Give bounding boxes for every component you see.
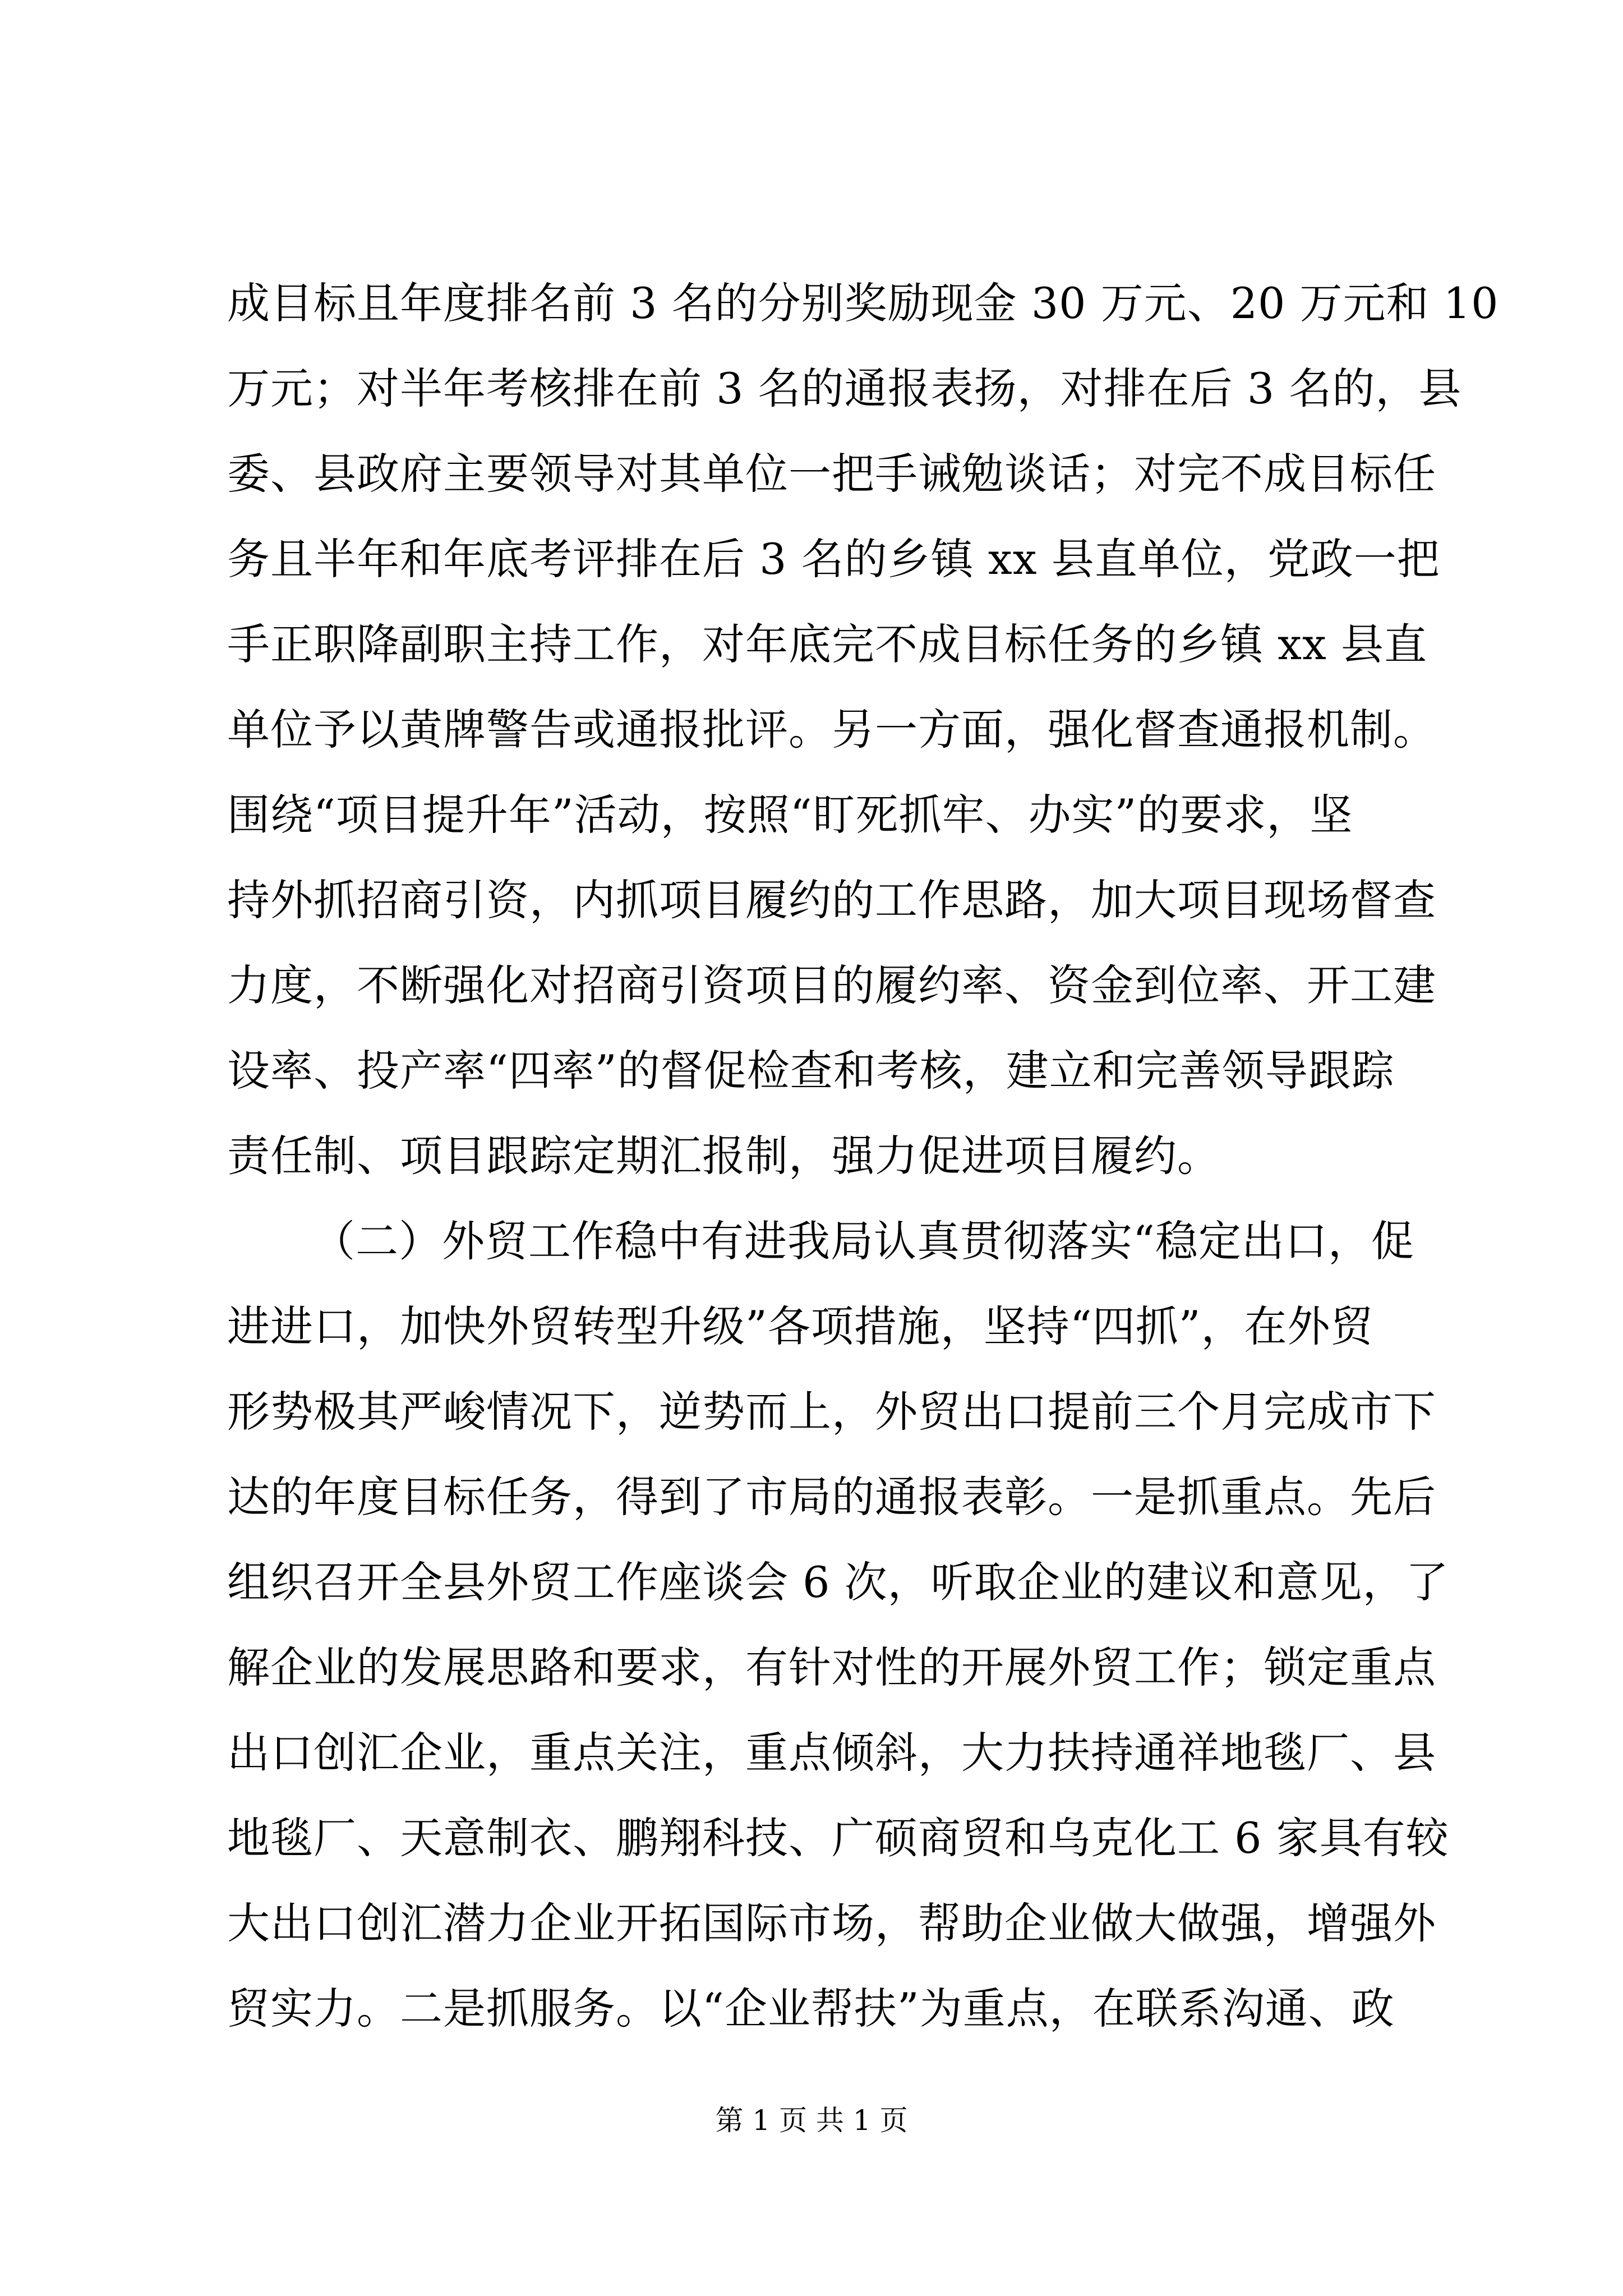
text-line: 持外抓招商引资，内抓项目履约的工作思路，加大项目现场督查 [227,875,1436,925]
text-line: 手正职降副职主持工作，对年底完不成目标任务的乡镇 xx 县直 [227,619,1428,669]
paragraph-2 [227,1199,1449,2051]
text-line: 达的年度目标任务，得到了市局的通报表彰。一是抓重点。先后 [227,1472,1436,1522]
document-body [227,261,1499,2051]
page-footer [0,2101,1623,2140]
page-number-label: 第 1 页 共 1 页 [715,2104,908,2137]
text-line: 务且半年和年底考评排在后 3 名的乡镇 xx 县直单位，党政一把 [227,534,1440,584]
text-line: 责任制、项目跟踪定期汇报制，强力促进项目履约。 [227,1131,1220,1181]
text-line: 进进口，加快外贸转型升级”各项措施，坚持“四抓”，在外贸 [227,1301,1374,1351]
text-line: 形势极其严峻情况下，逆势而上，外贸出口提前三个月完成市下 [227,1387,1436,1437]
text-line: 贸实力。二是抓服务。以“企业帮扶”为重点，在联系沟通、政 [227,1984,1395,2033]
text-line: 万元；对半年考核排在前 3 名的通报表扬，对排在后 3 名的，县 [227,364,1462,413]
text-line-indented: （二）外贸工作稳中有进我局认真贯彻落实“稳定出口，促 [312,1216,1414,1266]
text-line: 成目标且年度排名前 3 名的分别奖励现金 30 万元、20 万元和 10 [227,278,1499,328]
text-line: 解企业的发展思路和要求，有针对性的开展外贸工作；锁定重点 [227,1642,1436,1692]
paragraph-1 [227,261,1499,1199]
text-line: 单位予以黄牌警告或通报批评。另一方面，强化督查通报机制。 [227,705,1436,754]
text-line: 出口创汇企业，重点关注，重点倾斜，大力扶持通祥地毯厂、县 [227,1728,1436,1778]
text-line: 委、县政府主要领导对其单位一把手诫勉谈话；对完不成目标任 [227,449,1436,499]
text-line: 力度，不断强化对招商引资项目的履约率、资金到位率、开工建 [227,960,1436,1010]
text-line: 大出口创汇潜力企业开拓国际市场，帮助企业做大做强，增强外 [227,1898,1436,1948]
text-line: 组织召开全县外贸工作座谈会 6 次，听取企业的建议和意见，了 [227,1557,1449,1607]
text-line: 围绕“项目提升年”活动，按照“盯死抓牢、办实”的要求，坚 [227,790,1353,840]
text-line: 地毯厂、天意制衣、鹏翔科技、广硕商贸和乌克化工 6 家具有较 [227,1813,1449,1863]
text-line: 设率、投产率“四率”的督促检查和考核，建立和完善领导跟踪 [227,1046,1395,1096]
